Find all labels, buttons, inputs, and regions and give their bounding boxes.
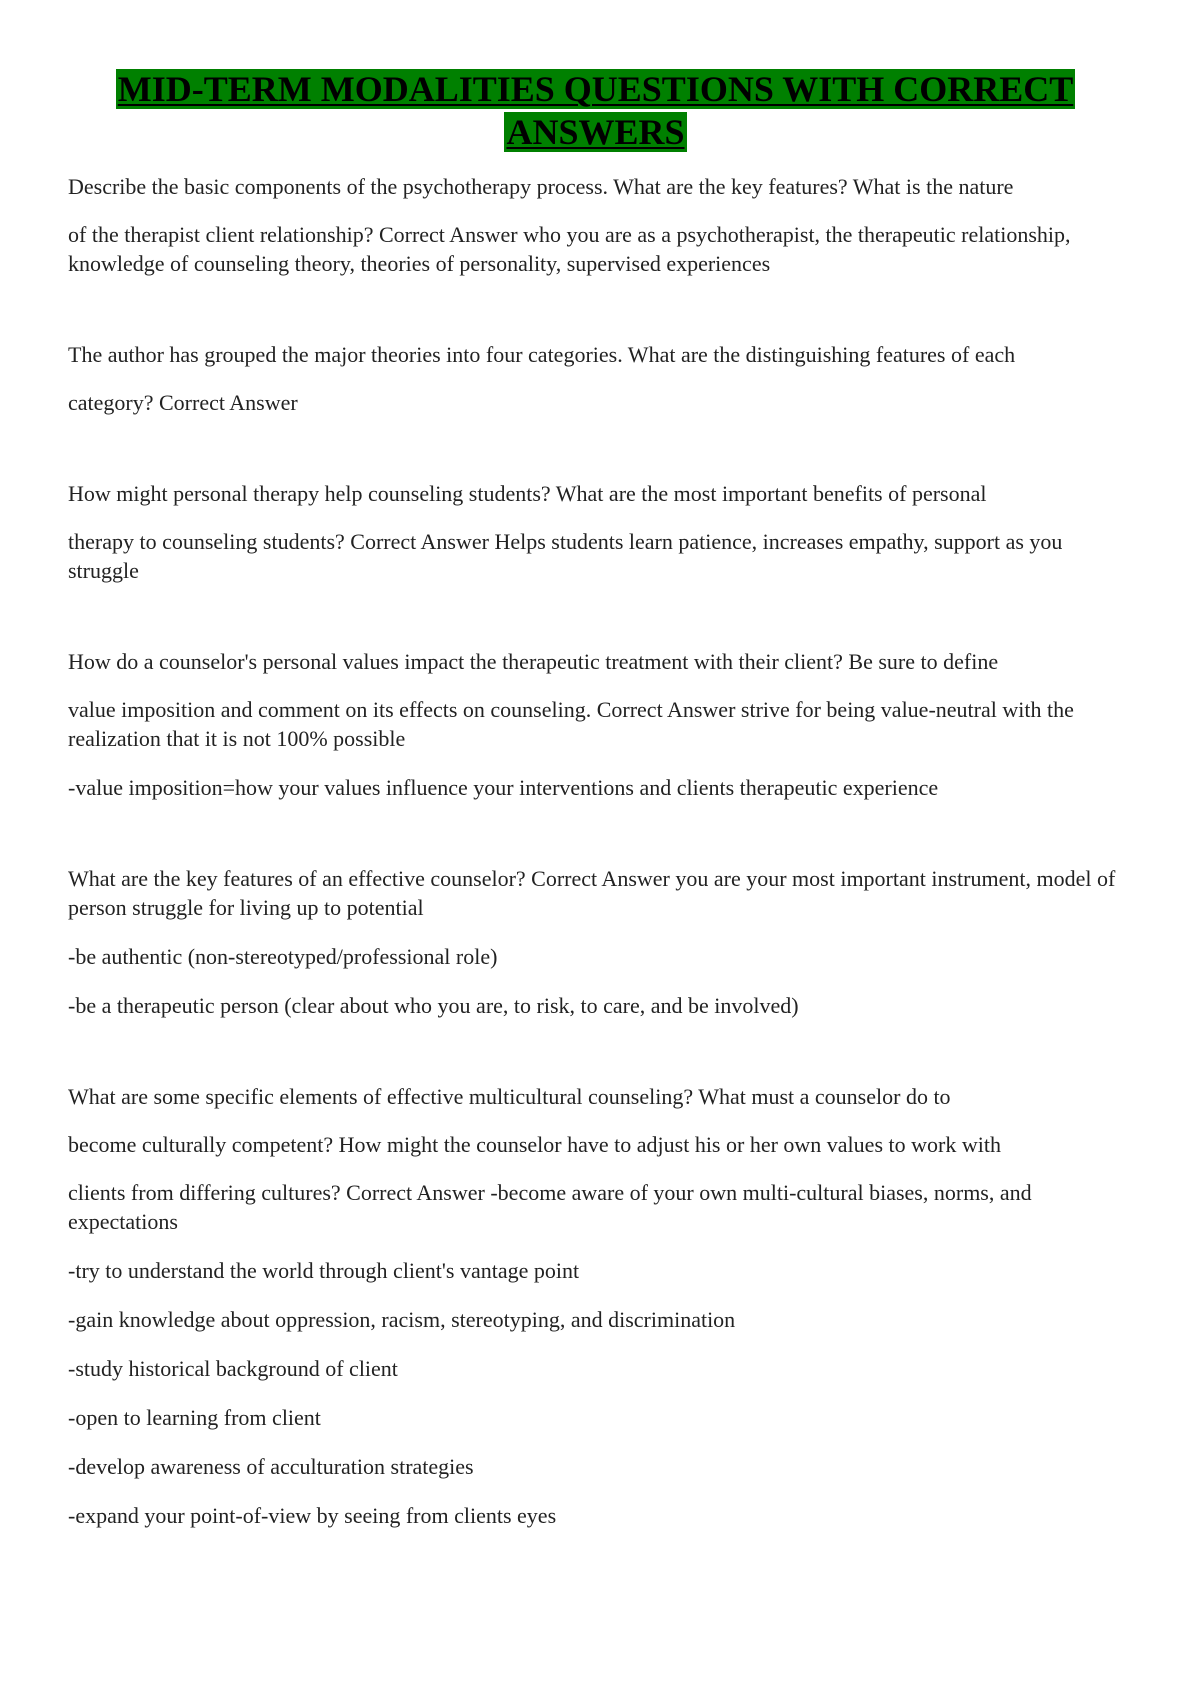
answer-bullet: -gain knowledge about oppression, racism, stereotyping, and discrimination	[68, 1307, 736, 1332]
question-line: Describe the basic components of the psychotherapy process. What are the key features? What is the nature	[68, 174, 1014, 199]
qa-entry-1	[68, 172, 1128, 278]
section-gap	[68, 585, 1128, 647]
question-answer-line: clients from differing cultures? Correct Answer -become aware of your own multi-cultural biases, norms, and expectations	[68, 1180, 1032, 1234]
answer-bullet: -develop awareness of acculturation strategies	[68, 1454, 474, 1479]
answer-bullet: -study historical background of client	[68, 1356, 398, 1381]
section-gap	[68, 417, 1128, 479]
answer-bullet: -value imposition=how your values influence your interventions and clients therapeutic experience	[68, 775, 939, 800]
question-answer-line: therapy to counseling students? Correct Answer Helps students learn patience, increases empathy, support as you struggle	[68, 529, 1063, 583]
question-answer-line: value imposition and comment on its effects on counseling. Correct Answer strive for being value-neutral with the realization that it is not 100% possible	[68, 697, 1074, 751]
question-answer-line: category? Correct Answer	[68, 390, 298, 415]
section-gap	[68, 802, 1128, 864]
qa-content	[68, 172, 1128, 1530]
qa-entry-6	[68, 1082, 1128, 1530]
qa-entry-2	[68, 340, 1128, 417]
title-line-2: ANSWERS	[506, 112, 685, 152]
question-answer-line: of the therapist client relationship? Correct Answer who you are as a psychotherapist, the therapeutic relationship, knowledge of counseling theory, theories of personality, supervised experiences	[68, 222, 1071, 276]
section-gap	[68, 278, 1128, 340]
section-gap	[68, 1020, 1128, 1082]
question-line: How might personal therapy help counseling students? What are the most important benefits of personal	[68, 481, 987, 506]
question-line: How do a counselor's personal values impact the therapeutic treatment with their client? Be sure to define	[68, 649, 999, 674]
title-line-1: MID-TERM MODALITIES QUESTIONS WITH CORRECT	[117, 69, 1074, 109]
qa-entry-3	[68, 479, 1128, 585]
answer-bullet: -expand your point-of-view by seeing from clients eyes	[68, 1503, 557, 1528]
document-title	[68, 68, 1123, 154]
question-answer-line: What are the key features of an effective counselor? Correct Answer you are your most important instrument, model of person struggle for living up to potential	[68, 866, 1116, 920]
question-line: What are some specific elements of effective multicultural counseling? What must a counselor do to	[68, 1084, 951, 1109]
answer-bullet: -be a therapeutic person (clear about who you are, to risk, to care, and be involved)	[68, 993, 799, 1018]
qa-entry-5	[68, 864, 1128, 1020]
answer-bullet: -be authentic (non-stereotyped/professional role)	[68, 944, 498, 969]
question-line: The author has grouped the major theories into four categories. What are the distinguishing features of each	[68, 342, 1016, 367]
question-line: become culturally competent? How might the counselor have to adjust his or her own values to work with	[68, 1132, 1001, 1157]
qa-entry-4	[68, 647, 1128, 802]
answer-bullet: -open to learning from client	[68, 1405, 321, 1430]
answer-bullet: -try to understand the world through client's vantage point	[68, 1258, 580, 1283]
